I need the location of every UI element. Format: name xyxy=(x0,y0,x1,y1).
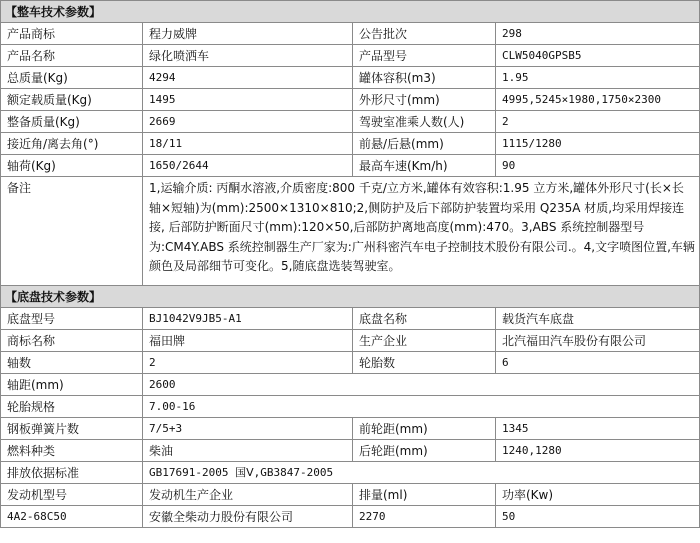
table-row xyxy=(1,67,700,89)
value-axle-count: 2 xyxy=(143,352,353,374)
value-fuel-type: 柴油 xyxy=(143,440,353,462)
engine-data-row xyxy=(1,506,700,528)
table-row xyxy=(1,308,700,330)
engine-header-row xyxy=(1,484,700,506)
table-row xyxy=(1,330,700,352)
value-manufacturer: 北汽福田汽车股份有限公司 xyxy=(496,330,700,352)
value-product-name: 绿化喷洒车 xyxy=(143,45,353,67)
label-tire-spec: 轮胎规格 xyxy=(1,396,143,418)
value-max-speed: 90 xyxy=(496,155,700,177)
value-brand: 程力威牌 xyxy=(143,23,353,45)
label-batch: 公告批次 xyxy=(353,23,496,45)
label-tank-volume: 罐体容积(m3) xyxy=(353,67,496,89)
table-row xyxy=(1,111,700,133)
value-power: 50 xyxy=(496,506,700,528)
header-engine-maker: 发动机生产企业 xyxy=(143,484,353,506)
value-overhang: 1115/1280 xyxy=(496,133,700,155)
value-curb-mass: 2669 xyxy=(143,111,353,133)
label-max-speed: 最高车速(Km/h) xyxy=(353,155,496,177)
label-manufacturer: 生产企业 xyxy=(353,330,496,352)
value-remarks: 1,运输介质: 丙酮水溶液,介质密度:800 千克/立方米,罐体有效容积:1.95 立方米,罐体外形尺寸(长×长轴×短轴)为(mm):2500×1310×810;2,侧防护及后下部防护装置均采用 Q235A 材质,均采用焊接连接, 后部防护断面尺寸(mm):120×50,后部防护离地高度(mm):470。3,ABS 系统控制器型号为:CM4Y.ABS 系统控制器生产厂家为:广州科密汽车电子控制技术股份有限公司.。4,文字喷图位置,车辆颜色及局部细节可变化。5,随底盘选装驾驶室。 xyxy=(143,177,700,286)
label-front-track: 前轮距(mm) xyxy=(353,418,496,440)
value-tire-count: 6 xyxy=(496,352,700,374)
table-row xyxy=(1,23,700,45)
value-tank-volume: 1.95 xyxy=(496,67,700,89)
label-chassis-brand: 商标名称 xyxy=(1,330,143,352)
value-rear-track: 1240,1280 xyxy=(496,440,700,462)
value-angles: 18/11 xyxy=(143,133,353,155)
value-rated-load: 1495 xyxy=(143,89,353,111)
value-emission: GB17691-2005 国Ⅴ,GB3847-2005 xyxy=(143,462,700,484)
value-batch: 298 xyxy=(496,23,700,45)
label-axle-load: 轴荷(Kg) xyxy=(1,155,143,177)
value-chassis-model: BJ1042V9JB5-A1 xyxy=(143,308,353,330)
value-engine-model: 4A2-68C50 xyxy=(1,506,143,528)
value-dimensions: 4995,5245×1980,1750×2300 xyxy=(496,89,700,111)
label-emission: 排放依据标准 xyxy=(1,462,143,484)
value-tire-spec: 7.00-16 xyxy=(143,396,700,418)
label-tire-count: 轮胎数 xyxy=(353,352,496,374)
table-row xyxy=(1,374,700,396)
header-power: 功率(Kw) xyxy=(496,484,700,506)
value-cab-capacity: 2 xyxy=(496,111,700,133)
table-row xyxy=(1,396,700,418)
table-row xyxy=(1,45,700,67)
value-engine-maker: 安徽全柴动力股份有限公司 xyxy=(143,506,353,528)
remarks-row xyxy=(1,177,700,286)
value-total-mass: 4294 xyxy=(143,67,353,89)
label-dimensions: 外形尺寸(mm) xyxy=(353,89,496,111)
table-row xyxy=(1,418,700,440)
table-row xyxy=(1,133,700,155)
label-axle-count: 轴数 xyxy=(1,352,143,374)
label-angles: 接近角/离去角(°) xyxy=(1,133,143,155)
value-wheelbase: 2600 xyxy=(143,374,700,396)
value-front-track: 1345 xyxy=(496,418,700,440)
value-chassis-name: 载货汽车底盘 xyxy=(496,308,700,330)
label-product-model: 产品型号 xyxy=(353,45,496,67)
table-row xyxy=(1,462,700,484)
label-overhang: 前悬/后悬(mm) xyxy=(353,133,496,155)
value-axle-load: 1650/2644 xyxy=(143,155,353,177)
label-leaf-springs: 钢板弹簧片数 xyxy=(1,418,143,440)
value-displacement: 2270 xyxy=(353,506,496,528)
table-row xyxy=(1,352,700,374)
chassis-section-header-row xyxy=(1,286,700,308)
label-remarks: 备注 xyxy=(1,177,143,286)
header-displacement: 排量(ml) xyxy=(353,484,496,506)
table-row xyxy=(1,440,700,462)
value-chassis-brand: 福田牌 xyxy=(143,330,353,352)
label-brand: 产品商标 xyxy=(1,23,143,45)
label-cab-capacity: 驾驶室准乘人数(人) xyxy=(353,111,496,133)
label-total-mass: 总质量(Kg) xyxy=(1,67,143,89)
value-leaf-springs: 7/5+3 xyxy=(143,418,353,440)
label-rear-track: 后轮距(mm) xyxy=(353,440,496,462)
chassis-section-title: 【底盘技术参数】 xyxy=(1,286,700,308)
label-product-name: 产品名称 xyxy=(1,45,143,67)
label-rated-load: 额定载质量(Kg) xyxy=(1,89,143,111)
vehicle-section-title: 【整车技术参数】 xyxy=(1,1,700,23)
label-fuel-type: 燃料种类 xyxy=(1,440,143,462)
label-chassis-name: 底盘名称 xyxy=(353,308,496,330)
value-product-model: CLW5040GPSB5 xyxy=(496,45,700,67)
table-row xyxy=(1,155,700,177)
label-wheelbase: 轴距(mm) xyxy=(1,374,143,396)
table-row xyxy=(1,89,700,111)
vehicle-section-header-row xyxy=(1,1,700,23)
label-chassis-model: 底盘型号 xyxy=(1,308,143,330)
header-engine-model: 发动机型号 xyxy=(1,484,143,506)
label-curb-mass: 整备质量(Kg) xyxy=(1,111,143,133)
